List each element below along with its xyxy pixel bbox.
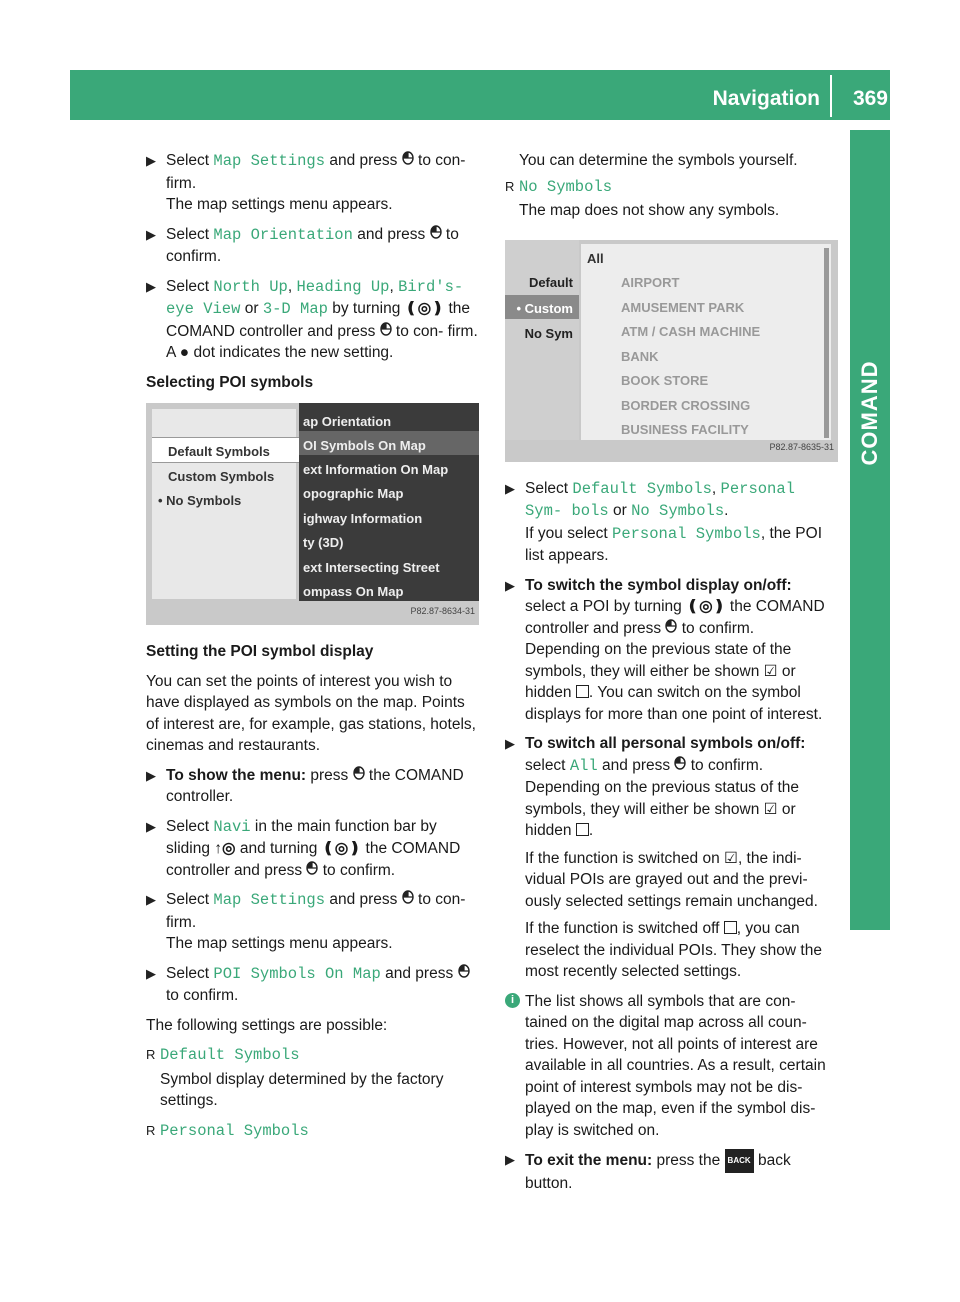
step-arrow-icon: ▶ xyxy=(146,153,156,168)
step-map-settings: ▶ Select Map Settings and press to con- firm. The map settings menu appears. xyxy=(146,152,466,213)
menu-item: ty (3D) xyxy=(303,535,344,550)
checkbox-empty-icon xyxy=(724,921,737,934)
left-column xyxy=(146,150,481,1144)
page-number: 369 xyxy=(852,87,888,110)
step-select-orientation: ▶ Select North Up, Heading Up, Bird's- eye View or 3-D Map by turning ❪◎❫ the COMAND controller and press to con- firm. A ● dot indicates the new setting. xyxy=(146,277,478,361)
section-title: Navigation xyxy=(712,87,820,110)
bullet-icon: R xyxy=(505,178,515,194)
menu-item-navi: Navi xyxy=(213,817,251,836)
step-arrow-icon: ▶ xyxy=(146,892,156,907)
step-arrow-icon: ▶ xyxy=(146,818,156,834)
option-default-symbols xyxy=(146,1044,481,1067)
slide-controller-icon: ↑◎ xyxy=(214,840,236,857)
step-toggle-all: ▶ To switch all personal symbols on/off: select All and press to confirm. Depending on the previous status of the symbols, they will either be shown ☑ or hidden . If the function is switched on ☑, the indi- vidual POIs are grayed out and the previ- ously selected settings remain unchanged. If the function is switched off , you can reselect the individual POIs. They show the most recently selected settings. xyxy=(505,735,822,980)
option-description: Symbol display determined by the factory settings. xyxy=(160,1070,444,1109)
figure-code: P82.87-8635-31 xyxy=(769,442,834,452)
symbol-mode-panel xyxy=(505,240,579,440)
poi-list-item: BUSINESS FACILITY xyxy=(621,421,749,437)
chapter-tab-label: COMAND xyxy=(857,360,882,466)
option-3d-map: 3-D Map xyxy=(262,300,328,318)
menu-item-map-settings: Map Settings xyxy=(213,152,326,170)
press-controller-icon xyxy=(353,766,365,780)
poi-list-item: BOOK STORE xyxy=(621,372,709,388)
submenu-item: Custom Symbols xyxy=(168,469,275,484)
option-default-symbols-ref: Default Symbols xyxy=(572,479,712,498)
step-select-navi: ▶ Select Navi in the main function bar by sliding ↑◎ and turning ❪◎❫ the COMAND controller and press to confirm. xyxy=(146,817,461,879)
step-toggle-symbol: ▶ To switch the symbol display on/off: select a POI by turning ❪◎❫ the COMAND controller and press to confirm. Depending on the previous state of the symbols, they will either be shown ☑ or hidden . You can switch on the symbol displays for more than one point of interest. xyxy=(505,576,825,723)
option-no-symbols-ref: No Symbols xyxy=(631,502,725,520)
press-controller-icon xyxy=(458,964,470,978)
step-select-symbol-mode: ▶ Select Default Symbols, Personal Sym- bols or No Symbols. If you select Personal Symbols, the POI list appears. xyxy=(505,479,823,564)
press-controller-icon xyxy=(430,225,442,239)
option-birds-eye-view: Bird's- eye View xyxy=(166,277,464,318)
step-show-menu: ▶ To show the menu: press the COMAND controller. xyxy=(146,766,464,805)
back-button-icon: BACK xyxy=(725,1149,754,1173)
turn-controller-icon: ❪◎❫ xyxy=(404,300,445,317)
step-arrow-icon: ▶ xyxy=(505,577,515,593)
submenu-item: Default Symbols xyxy=(168,444,270,459)
option-heading-up: Heading Up xyxy=(296,277,390,296)
heading-setting-poi-display: Setting the POI symbol display xyxy=(146,643,374,660)
press-controller-icon xyxy=(674,756,686,770)
step-arrow-icon: ▶ xyxy=(146,965,156,981)
bullet-icon: R xyxy=(146,1122,156,1138)
step-map-orientation: ▶ Select Map Orientation and press to confirm. xyxy=(146,225,459,265)
poi-list-item: BORDER CROSSING xyxy=(621,397,751,413)
chapter-tab xyxy=(850,130,890,890)
step-exit-menu: ▶ To exit the menu: press the BACK back button. xyxy=(505,1149,837,1194)
checkbox-checked-icon: ☑ xyxy=(763,800,778,818)
option-personal-symbols-ref: Personal Sym- bols xyxy=(525,479,795,520)
poi-list-item: AIRPORT xyxy=(621,274,680,290)
press-controller-icon xyxy=(665,619,677,633)
step-arrow-icon: ▶ xyxy=(505,480,515,496)
step-arrow-icon: ▶ xyxy=(505,736,515,751)
checkbox-empty-icon xyxy=(576,685,589,698)
option-label: No Symbols xyxy=(519,177,613,196)
header-divider xyxy=(830,75,832,117)
step-poi-symbols-on-map: ▶ Select POI Symbols On Map and press to confirm. xyxy=(146,963,481,1007)
menu-item-poi-symbols-on-map: POI Symbols On Map xyxy=(213,964,381,983)
step-arrow-icon: ▶ xyxy=(505,1152,515,1167)
step-arrow-icon: ▶ xyxy=(146,278,156,294)
turn-controller-icon: ❪◎❫ xyxy=(321,840,362,857)
option-label: Personal Symbols xyxy=(160,1121,309,1140)
checkbox-checked-icon: ☑ xyxy=(763,662,778,680)
heading-selecting-poi-symbols: Selecting POI symbols xyxy=(146,373,314,391)
checkbox-empty-icon xyxy=(576,823,589,836)
screenshot-poi-menu xyxy=(146,403,479,625)
press-controller-icon xyxy=(306,861,318,875)
press-controller-icon xyxy=(402,151,414,165)
scrollbar xyxy=(824,248,829,438)
option-label: Default Symbols xyxy=(160,1046,300,1064)
step-map-settings-2: ▶ Select Map Settings and press to con- firm. The map settings menu appears. xyxy=(146,891,466,952)
info-icon: i xyxy=(505,993,520,1008)
menu-item-map-settings: Map Settings xyxy=(213,891,326,909)
poi-list-panel xyxy=(581,244,831,440)
step-arrow-icon: ▶ xyxy=(146,226,156,242)
bullet-icon: R xyxy=(146,1047,156,1062)
option-description: The map does not show any symbols. xyxy=(519,202,780,219)
poi-list-item: All xyxy=(587,250,604,266)
chapter-tab-marker xyxy=(850,890,890,930)
menu-item: ap Orientation xyxy=(303,414,392,429)
menu-item: ext Information On Map xyxy=(303,462,449,477)
figure-code: P82.87-8634-31 xyxy=(410,605,475,616)
step-arrow-icon: ▶ xyxy=(146,767,156,783)
menu-item-map-orientation: Map Orientation xyxy=(213,225,353,244)
menu-item: ext Intersecting Street xyxy=(303,560,440,575)
press-controller-icon xyxy=(402,890,414,904)
poi-list-item: AMUSEMENT PARK xyxy=(621,299,745,315)
submenu-item: • No Symbols xyxy=(158,493,242,508)
screenshot-poi-list xyxy=(505,240,838,462)
poi-list-item: ATM / CASH MACHINE xyxy=(621,323,761,339)
menu-item: OI Symbols On Map xyxy=(303,438,426,453)
menu-item: ighway Information xyxy=(303,511,423,526)
menu-item-all: All xyxy=(569,756,598,775)
option-personal-symbols-ref: Personal Symbols xyxy=(612,524,761,543)
map-settings-panel xyxy=(299,403,479,601)
page-header xyxy=(70,70,890,120)
poi-list-item: BANK xyxy=(621,348,659,364)
mode-item: Default xyxy=(528,274,573,290)
checkbox-checked-icon: ☑ xyxy=(724,849,738,867)
option-personal-symbols xyxy=(146,1120,481,1143)
option-description: You can determine the symbols yourself. xyxy=(519,152,798,169)
mode-item: No Sym xyxy=(524,325,573,341)
right-column xyxy=(505,150,837,1202)
paragraph: You can set the points of interest you wish to have displayed as symbols on the map. Points of interest are, for example, gas stations, hotels, cinemas and restaurants. xyxy=(146,672,476,754)
turn-controller-icon: ❪◎❫ xyxy=(686,598,726,615)
submenu-panel xyxy=(152,409,296,599)
menu-item: opographic Map xyxy=(303,486,404,501)
menu-item: ompass On Map xyxy=(303,584,404,599)
mode-item: • Custom xyxy=(516,300,573,316)
press-controller-icon xyxy=(380,322,392,336)
option-no-symbols xyxy=(505,176,837,199)
paragraph: The following settings are possible: xyxy=(146,1016,388,1034)
info-note: i The list shows all symbols that are con- tained on the digital map across all coun- tries. However, not all points of interest are available in all countries. As a result, certain point of interest symbols may not be dis- played on the map, even if the symbol dis- play is switched on. xyxy=(505,991,837,1142)
option-north-up: North Up xyxy=(213,277,288,296)
